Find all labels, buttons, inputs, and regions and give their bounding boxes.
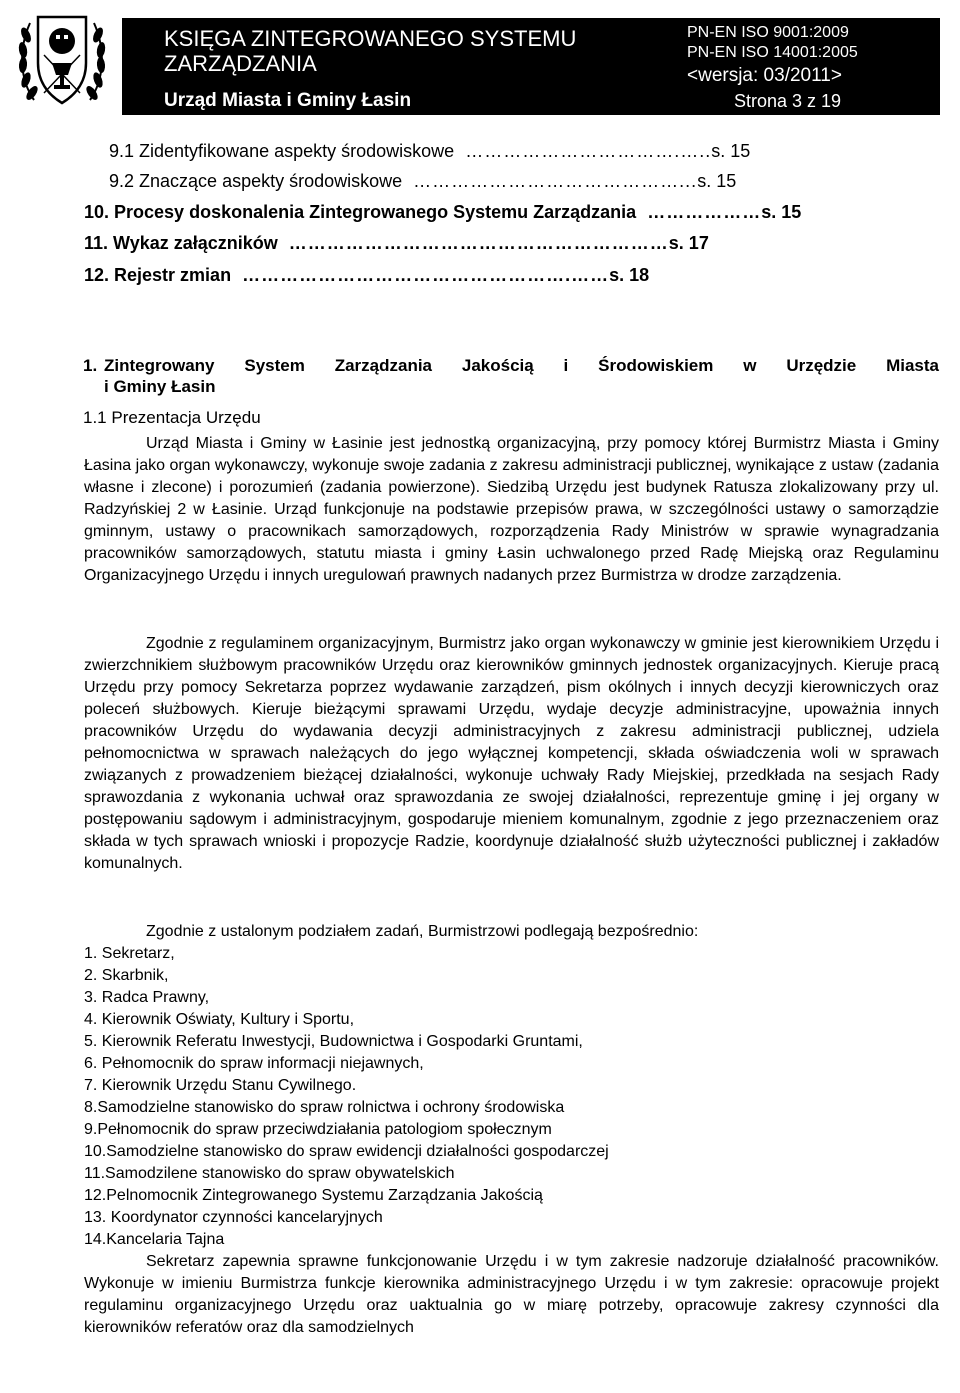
list-item: 9.Pełnomocnik do spraw przeciwdziałania patologiom społecznym	[84, 1121, 552, 1138]
toc-leader: …………………………….…..	[459, 141, 712, 161]
toc-item-page: s. 15	[697, 171, 737, 191]
toc-item-label: 12. Rejestr zmian	[84, 265, 232, 285]
section-number: 1.	[83, 356, 98, 375]
toc-item-label: 11. Wykaz załączników	[84, 233, 278, 253]
toc-item-label: 9.1 Zidentyfikowane aspekty środowiskowe	[109, 141, 455, 161]
list-item: 10.Samodzielne stanowisko do spraw ewidencji działalności gospodarczej	[84, 1143, 609, 1160]
document-version: <wersja: 03/2011>	[687, 65, 842, 86]
toc-item-page: s. 17	[668, 233, 709, 253]
header-info-bar	[122, 88, 940, 115]
list-item: 1. Sekretarz,	[84, 945, 175, 962]
paragraph-mayor-duties: Zgodnie z regulaminem organizacyjnym, Burmistrz jako organ wykonawczy w gminie jest kierownikiem Urzędu i zwierzchnikiem służbowym pracowników Urzędu oraz kierowników gminnych jednostek organizacyjnych. Kieruje pracą Urzędu przy pomocy Sekretarza poprzez wydawanie zarządzeń, pism okólnych i innych decyzji kierowniczych oraz poleceń służbowych. Kieruje bieżącymi sprawami Urzędu, wydaje decyzje administracyjne, upoważnia innych pracowników Urzędu do wydawania decyzji administracyjnych z zakresu administracji publicznej, udziela pełnomocnictwa w sprawach należących do jego wyłącznej kompetencji, składa oświadczenia woli w sprawach związanych z prowadzeniem bieżącej działalności, wykonuje uchwały Rady Miejskiej, przedkłada na sesjach Rady sprawozdania z wykonania uchwał oraz sprawozdania ze swojej działalności, reprezentuje gminę i jej organy w postępowaniu sądowym i administracyjnym, gospodaruje mieniem komunalnym, zgodnie z jego przeznaczeniem oraz składa w tych sprawach wnioski i propozycje Radzie, koordynuje działalność służb użyteczności publicznej i zakładów komunalnych.	[84, 635, 939, 872]
toc-item-page: s. 15	[761, 202, 802, 222]
toc-leader: ………………	[641, 202, 762, 222]
list-item: 4. Kierownik Oświaty, Kultury i Sportu,	[84, 1011, 355, 1028]
list-item: 5. Kierownik Referatu Inwestycji, Budownictwa i Gospodarki Gruntami,	[84, 1033, 583, 1050]
subsection-heading: 1.1 Prezentacja Urzędu	[83, 408, 261, 427]
list-item: 12.Pelnomocnik Zintegrowanego Systemu Zarządzania Jakością	[84, 1187, 543, 1204]
section-title-line1: Zintegrowany System Zarządzania Jakością i Środowiskiem w Urzędzie Miasta	[104, 356, 939, 375]
coat-of-arms-logo	[14, 5, 110, 113]
toc-leader: …………………………………………….……	[236, 265, 610, 285]
standard-iso-9001: PN-EN ISO 9001:2009	[687, 24, 849, 41]
toc-item-page: s. 18	[609, 265, 650, 285]
section-title-line2: i Gminy Łasin	[104, 377, 216, 396]
list-item: 6. Pełnomocnik do spraw informacji niejawnych,	[84, 1055, 424, 1072]
toc-item-label: 10. Procesy doskonalenia Zintegrowanego Systemu Zarządzania	[84, 202, 637, 222]
paragraph-subordinates-intro: Zgodnie z ustalonym podziałem zadań, Burmistrzowi podlegają bezpośrednio:	[146, 923, 699, 940]
toc-leader: ……………………………………...	[407, 171, 698, 191]
toc-item-page: s. 15	[711, 141, 751, 161]
toc-item-label: 9.2 Znaczące aspekty środowiskowe	[109, 171, 403, 191]
toc-leader: ……………………………………………………	[282, 233, 669, 253]
toc-item[interactable]	[84, 264, 649, 286]
subordinates-list	[84, 943, 939, 1251]
list-item: 11.Samodzilene stanowisko do spraw obywatelskich	[84, 1165, 455, 1182]
list-item: 3. Radca Prawny,	[84, 989, 210, 1006]
paragraph-secretary-duties: Sekretarz zapewnia sprawne funkcjonowanie Urzędu i w tym zakresie nadzoruje działalność pracowników. Wykonuje w imieniu Burmistrza funkcje kierownika administracyjnego Urzędu i w tym zakresie: opracowuje projekt regulaminu organizacyjnego Urzędu oraz uaktualnia go w miarę potrzeby, opracowuje zakresy czynności dla kierowników referatów oraz dla samodzielnych	[84, 1253, 939, 1336]
document-title: KSIĘGA ZINTEGROWANEGO SYSTEMU ZARZĄDZANIA	[164, 26, 577, 76]
page-number: Strona 3 z 19	[734, 91, 842, 111]
toc-item[interactable]	[109, 140, 750, 162]
paragraph-office-description: Urząd Miasta i Gminy w Łasinie jest jednostką organizacyjną, przy pomocy której Burmistrz Miasta i Gminy Łasina jako organ wykonawczy, wykonuje swoje zadania z zakresu administracji publicznej, wynikające z ustaw (zadania własne i zlecone) i porozumień (zadania powierzone). Siedzibą Urzędu jest budynek Ratusza zlokalizowany przy ul. Radzyńskiej 2 w Łasinie. Urząd funkcjonuje na podstawie przepisów prawa, w szczególności ustawy o samorządzie gminnym, ustawy o pracownikach samorządowych, rozporządzenia Rady Ministrów w sprawie wynagradzania pracowników samorządowych, statutu miasta i gminy Łasin uchwalonego przed Radę Miejską oraz Regulaminu Organizacyjnego Urzędu i innych uregulowań prawnych nadanych przez Burmistrza w drodze zarządzenia.	[84, 435, 939, 584]
toc-item[interactable]	[109, 170, 736, 192]
list-item: 14.Kancelaria Tajna	[84, 1231, 225, 1248]
organization-name: Urząd Miasta i Gminy Łasin	[164, 90, 412, 111]
page-header	[0, 0, 960, 120]
list-item: 13. Koordynator czynności kancelaryjnych	[84, 1209, 383, 1226]
list-item: 2. Skarbnik,	[84, 967, 169, 984]
list-item: 8.Samodzielne stanowisko do spraw rolnictwa i ochrony środowiska	[84, 1099, 565, 1116]
toc-item[interactable]	[84, 232, 709, 254]
header-banner	[122, 18, 940, 115]
standard-iso-14001: PN-EN ISO 14001:2005	[687, 44, 858, 61]
list-item: 7. Kierownik Urzędu Stanu Cywilnego.	[84, 1077, 357, 1094]
toc-item[interactable]	[84, 201, 801, 223]
